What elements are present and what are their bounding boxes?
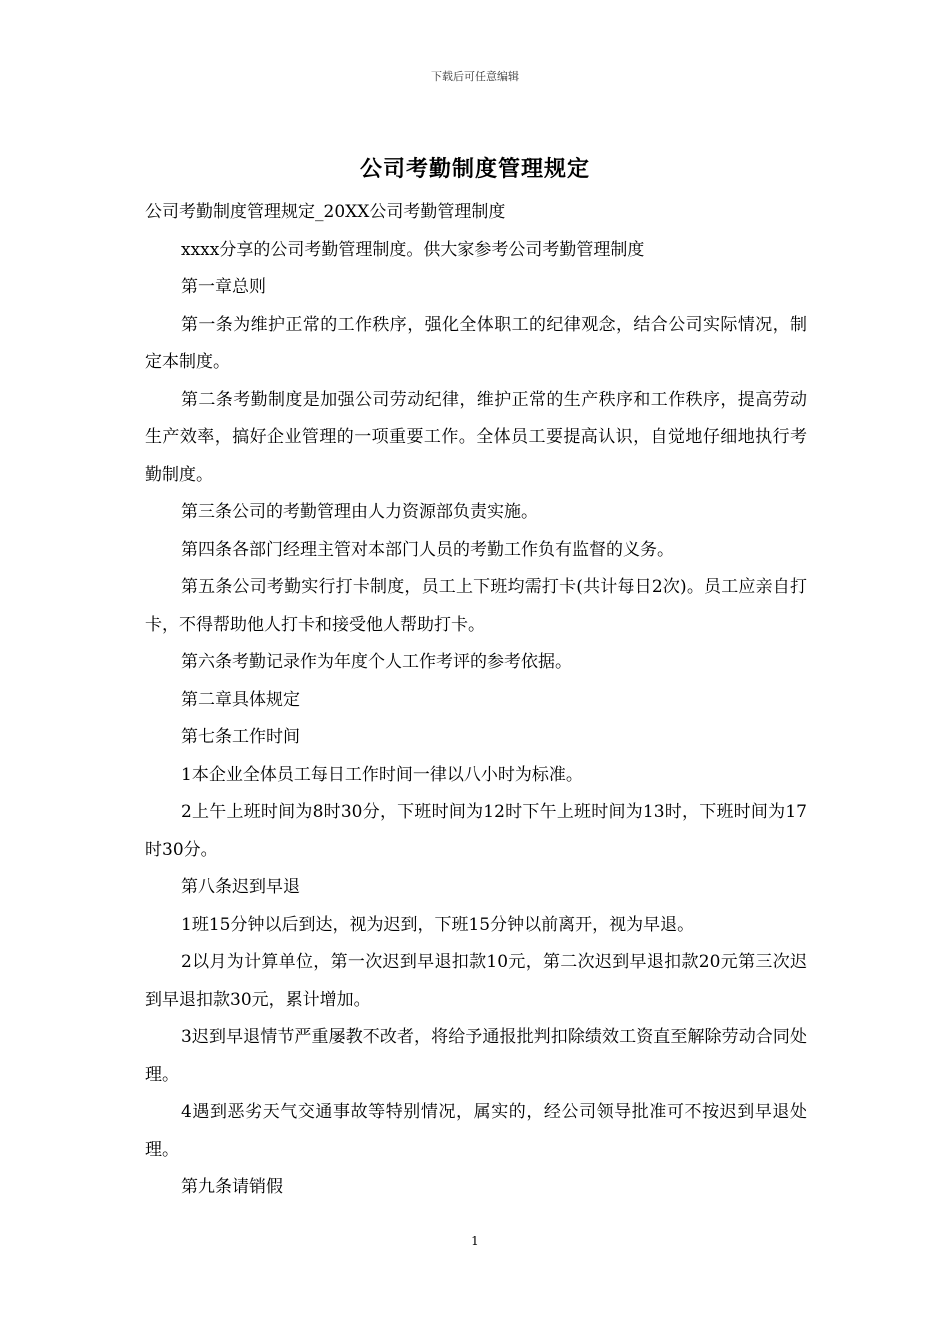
paragraph: 第二条考勤制度是加强公司劳动纪律，维护正常的生产秩序和工作秩序，提高劳动生产效率，搞好企业管理的一项重要工作。全体员工要提高认识，自觉地仔细地执行考勤制度。 [145, 389, 807, 485]
paragraph: 第一条为维护正常的工作秩序，强化全体职工的纪律观念，结合公司实际情况，制定本制度。 [145, 314, 807, 372]
paragraph: xxxx分享的公司考勤管理制度。供大家参考公司考勤管理制度 [181, 239, 645, 260]
chapter-heading: 第一章总则 [181, 277, 266, 297]
article-heading: 第八条迟到早退 [181, 877, 300, 897]
paragraph: 第四条各部门经理主管对本部门人员的考勤工作负有监督的义务。 [181, 539, 674, 560]
paragraph: 1本企业全体员工每日工作时间一律以八小时为标准。 [181, 764, 583, 785]
paragraph: 第三条公司的考勤管理由人力资源部负责实施。 [181, 502, 538, 522]
paragraph: 3迟到早退情节严重屡教不改者，将给予通报批判扣除绩效工资直至解除劳动合同处理。 [145, 1027, 807, 1085]
document-title: 公司考勤制度管理规定 [359, 156, 590, 182]
paragraph: 公司考勤制度管理规定_20XX公司考勤管理制度 [145, 202, 506, 222]
page-number: 1 [471, 1234, 479, 1248]
header-note: 下载后可任意编辑 [431, 70, 519, 83]
article-heading: 第九条请销假 [181, 1177, 283, 1197]
paragraph: 2以月为计算单位，第一次迟到早退扣款10元，第二次迟到早退扣款20元第三次迟到早退扣款30元，累计增加。 [145, 952, 807, 1010]
paragraph: 第五条公司考勤实行打卡制度，员工上下班均需打卡(共计每日2次)。员工应亲自打卡，不得帮助他人打卡和接受他人帮助打卡。 [145, 577, 807, 635]
document-body [145, 194, 807, 1207]
paragraph: 2上午上班时间为8时30分，下班时间为12时下午上班时间为13时，下班时间为17时30分。 [145, 802, 807, 860]
paragraph: 1班15分钟以后到达，视为迟到，下班15分钟以前离开，视为早退。 [181, 914, 695, 935]
article-heading: 第七条工作时间 [181, 727, 300, 747]
paragraph: 第六条考勤记录作为年度个人工作考评的参考依据。 [181, 652, 572, 672]
chapter-heading: 第二章具体规定 [181, 689, 300, 710]
paragraph: 4遇到恶劣天气交通事故等特别情况，属实的，经公司领导批准可不按迟到早退处理。 [145, 1102, 807, 1160]
